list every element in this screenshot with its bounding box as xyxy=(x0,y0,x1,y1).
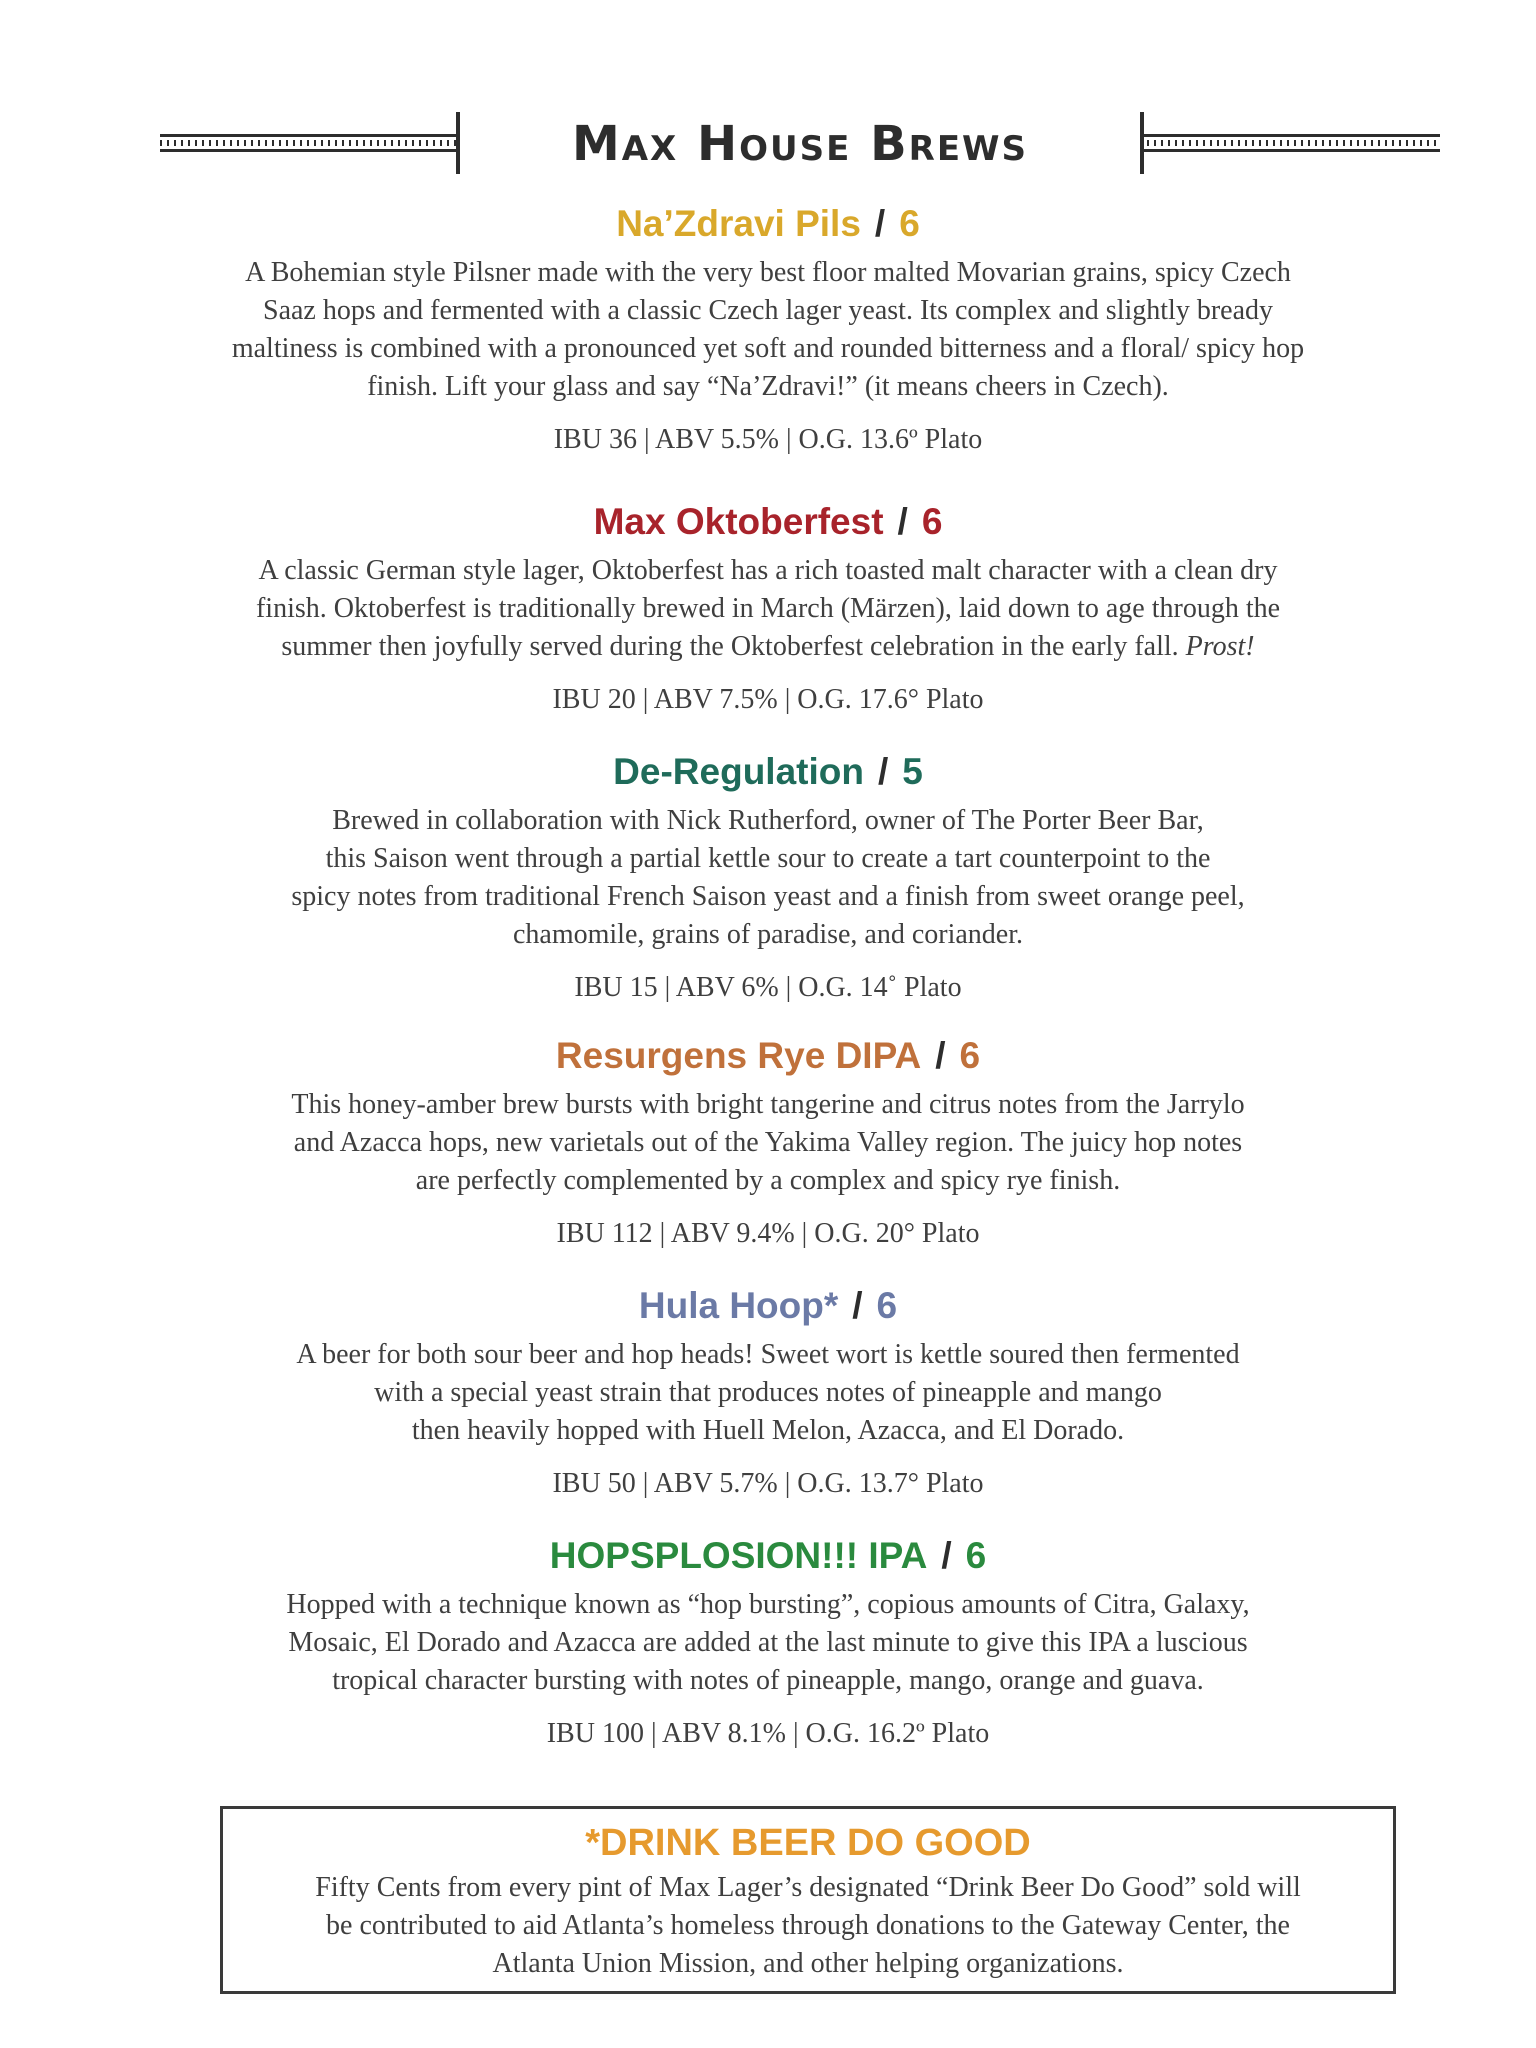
description-line: finish. Oktoberfest is traditionally brewed in March (Märzen), laid down to age through the xyxy=(255,593,1281,624)
beer-name: De-Regulation xyxy=(613,751,864,792)
charity-line: Fifty Cents from every pint of Max Lager’s designated “Drink Beer Do Good” sold will xyxy=(315,1872,1301,1903)
beer-price: 6 xyxy=(921,501,943,542)
description-line: This honey-amber brew bursts with bright tangerine and citrus notes from the Jarrylo xyxy=(291,1089,1245,1120)
description-emphasis: Prost! xyxy=(1185,631,1255,662)
ornament-post xyxy=(1140,112,1144,174)
price-separator: / xyxy=(852,1285,863,1326)
beer-stats: IBU 15 | ABV 6% | O.G. 14˚ Plato xyxy=(574,972,962,1003)
description-line: A classic German style lager, Oktoberfest has a rich toasted malt character with a clean dry xyxy=(258,555,1278,586)
description-line: Mosaic, El Dorado and Azacca are added at the last minute to give this IPA a luscious xyxy=(288,1627,1248,1658)
beer-description xyxy=(140,802,1396,954)
menu-title: Max House Brews xyxy=(571,116,1029,172)
beer-item-de-regulation xyxy=(140,750,1396,1006)
drink-beer-do-good-box xyxy=(220,1806,1396,1994)
beer-name: Resurgens Rye DIPA xyxy=(555,1035,922,1076)
description-line: this Saison went through a partial kettle sour to create a tart counterpoint to the xyxy=(325,843,1211,874)
right-ornament-rule xyxy=(1140,112,1440,178)
beer-name: Max Oktoberfest xyxy=(593,501,884,542)
beer-price: 5 xyxy=(902,751,923,792)
beer-name-heading xyxy=(140,202,1396,246)
beer-price: 6 xyxy=(876,1285,898,1326)
description-line: are perfectly complemented by a complex and spicy rye finish. xyxy=(415,1165,1121,1196)
beer-stats: IBU 36 | ABV 5.5% | O.G. 13.6º Plato xyxy=(553,424,983,455)
beer-description xyxy=(140,1586,1396,1700)
description-line: and Azacca hops, new varietals out of the Yakima Valley region. The juicy hop notes xyxy=(293,1127,1243,1158)
price-separator: / xyxy=(897,501,908,542)
beer-description xyxy=(140,1086,1396,1200)
beer-description xyxy=(140,552,1396,666)
ornament-bar xyxy=(160,134,460,152)
beer-stats: IBU 112 | ABV 9.4% | O.G. 20° Plato xyxy=(556,1218,980,1249)
description-line: spicy notes from traditional French Saison yeast and a finish from sweet orange peel, xyxy=(291,881,1245,912)
beer-stats: IBU 50 | ABV 5.7% | O.G. 13.7° Plato xyxy=(552,1468,984,1499)
description-line: maltiness is combined with a pronounced yet soft and rounded bitterness and a floral/ spicy hop xyxy=(231,333,1305,364)
beer-stats: IBU 20 | ABV 7.5% | O.G. 17.6° Plato xyxy=(552,684,984,715)
description-line: then heavily hopped with Huell Melon, Azacca, and El Dorado. xyxy=(411,1415,1125,1446)
description-line: with a special yeast strain that produces notes of pineapple and mango xyxy=(374,1377,1162,1408)
menu-header xyxy=(0,112,1536,182)
description-line: tropical character bursting with notes of pineapple, mango, orange and guava. xyxy=(332,1665,1204,1696)
description-line: chamomile, grains of paradise, and coriander. xyxy=(512,919,1024,950)
price-separator: / xyxy=(935,1035,946,1076)
description-text: summer then joyfully served during the Oktoberfest celebration in the early fall. xyxy=(281,631,1179,662)
beer-name-heading xyxy=(140,1034,1396,1078)
beer-price: 6 xyxy=(959,1035,981,1076)
description-line: Brewed in collaboration with Nick Rutherford, owner of The Porter Beer Bar, xyxy=(332,805,1204,836)
price-separator: / xyxy=(874,203,886,244)
description-line: finish. Lift your glass and say “Na’Zdravi!” (it means cheers in Czech). xyxy=(367,371,1169,402)
beer-description xyxy=(140,254,1396,406)
beer-name: Na’Zdravi Pils xyxy=(616,203,861,244)
beer-name: HOPSPLOSION!!! IPA xyxy=(549,1535,928,1576)
beer-description xyxy=(140,1336,1396,1450)
charity-line: be contributed to aid Atlanta’s homeless through donations to the Gateway Center, the xyxy=(326,1910,1290,1941)
beer-name-heading xyxy=(140,1284,1396,1328)
beer-item-resurgens-rye-dipa xyxy=(140,1034,1396,1252)
beer-name: Hula Hoop* xyxy=(638,1285,839,1326)
description-line: A Bohemian style Pilsner made with the very best floor malted Movarian grains, spicy Czech xyxy=(245,257,1291,288)
beer-name-heading xyxy=(140,1534,1396,1578)
beer-price: 6 xyxy=(899,203,920,244)
charity-text xyxy=(223,1869,1393,1983)
beer-stats: IBU 100 | ABV 8.1% | O.G. 16.2º Plato xyxy=(546,1718,990,1749)
beer-item-nazdravi-pils xyxy=(140,202,1396,458)
beer-item-max-oktoberfest xyxy=(140,500,1396,718)
left-ornament-rule xyxy=(160,112,460,178)
beer-name-heading xyxy=(140,750,1396,794)
beer-item-hula-hoop xyxy=(140,1284,1396,1502)
description-line: Hopped with a technique known as “hop bursting”, copious amounts of Citra, Galaxy, xyxy=(286,1589,1250,1620)
beer-item-hopsplosion-ipa xyxy=(140,1534,1396,1752)
description-line: A beer for both sour beer and hop heads! Sweet wort is kettle soured then fermented xyxy=(296,1339,1240,1370)
charity-title: *DRINK BEER DO GOOD xyxy=(585,1822,1031,1864)
price-separator: / xyxy=(941,1535,952,1576)
price-separator: / xyxy=(877,751,889,792)
description-line xyxy=(140,628,1396,666)
description-line: Saaz hops and fermented with a classic Czech lager yeast. Its complex and slightly bready xyxy=(263,295,1273,326)
charity-line: Atlanta Union Mission, and other helping organizations. xyxy=(492,1948,1124,1979)
ornament-bar xyxy=(1140,134,1440,152)
beer-name-heading xyxy=(140,500,1396,544)
beer-price: 6 xyxy=(965,1535,987,1576)
